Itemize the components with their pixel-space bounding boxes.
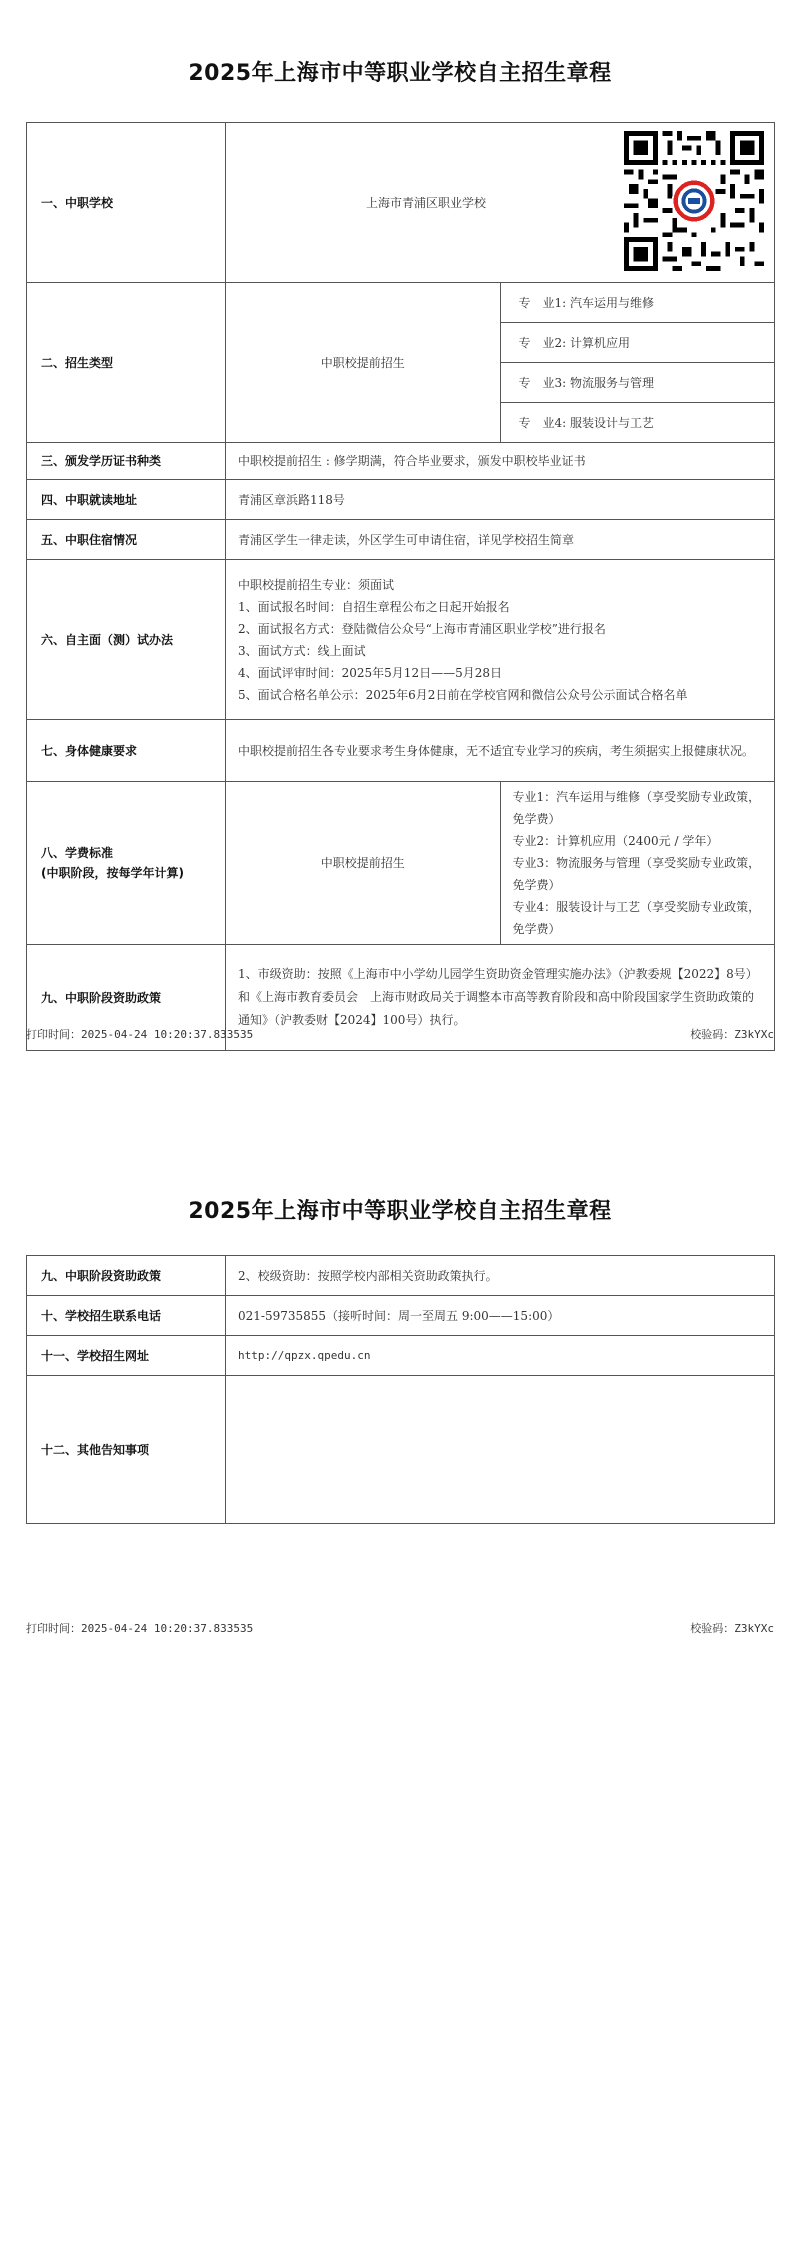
row-certificate bbox=[27, 443, 775, 480]
print-time: 打印时间：2025-04-24 10:20:37.833535 bbox=[26, 1028, 254, 1041]
interview-line: 3、面试方式：线上面试 bbox=[238, 643, 366, 658]
interview-line: 4、面试评审时间：2025年5月12日——5月28日 bbox=[238, 665, 502, 680]
major-item: 专 业4: 服装设计与工艺 bbox=[500, 403, 775, 443]
major-item: 专 业1: 汽车运用与维修 bbox=[500, 283, 775, 323]
row-label: 二、招生类型 bbox=[27, 283, 226, 443]
row-label: 十一、学校招生网址 bbox=[27, 1336, 226, 1376]
page-title: 2025年上海市中等职业学校自主招生章程 bbox=[188, 1199, 612, 1224]
health-text: 中职校提前招生各专业要求考生身体健康，无不适宜专业学习的疾病，考生须据实上报健康状况。 bbox=[226, 720, 775, 782]
school-name: 上海市青浦区职业学校 bbox=[365, 195, 486, 210]
row-school bbox=[27, 123, 775, 283]
row-label: 五、中职住宿情况 bbox=[27, 520, 226, 560]
interview-details bbox=[226, 560, 775, 720]
row-housing bbox=[27, 520, 775, 560]
certificate-text: 中职校提前招生 : 修学期满，符合毕业要求，颁发中职校毕业证书 bbox=[226, 443, 775, 480]
tuition-label: 八、学费标准 bbox=[41, 846, 114, 860]
row-website bbox=[27, 1336, 775, 1376]
row-label bbox=[27, 782, 226, 945]
check-code: 校验码：Z3kYXc bbox=[690, 1622, 774, 1635]
row-label: 三、颁发学历证书种类 bbox=[27, 443, 226, 480]
tuition-label-note: (中职阶段，按每学年计算) bbox=[41, 866, 184, 880]
aid-text: 1、市级资助：按照《上海市中小学幼儿园学生资助资金管理实施办法》（沪教委规【2022】8号）和《上海市教育委员会 上海市财政局关于调整本市高等教育阶段和高中阶段国家学生资助政策的通知》（沪教委财【2024】100号）执行。 bbox=[226, 945, 775, 1051]
interview-line: 中职校提前招生专业：须面试 bbox=[238, 577, 395, 592]
housing-text: 青浦区学生一律走读，外区学生可申请住宿，详见学校招生简章 bbox=[226, 520, 775, 560]
enrollment-type-value: 中职校提前招生 bbox=[226, 283, 501, 443]
phone-text: 021-59735855（接听时间：周一至周五 9:00——15:00） bbox=[226, 1296, 775, 1336]
row-phone bbox=[27, 1296, 775, 1336]
row-interview bbox=[27, 560, 775, 720]
row-label: 九、中职阶段资助政策 bbox=[27, 945, 226, 1051]
row-address bbox=[27, 480, 775, 520]
major-item: 专 业2: 计算机应用 bbox=[500, 323, 775, 363]
row-label: 六、自主面（测）试办法 bbox=[27, 560, 226, 720]
qr-code-icon bbox=[624, 131, 764, 271]
row-health bbox=[27, 720, 775, 782]
row-enrollment-type bbox=[27, 283, 775, 323]
check-code: 校验码：Z3kYXc bbox=[690, 1028, 774, 1041]
address-text: 青浦区章浜路118号 bbox=[226, 480, 775, 520]
print-time: 打印时间：2025-04-24 10:20:37.833535 bbox=[26, 1622, 254, 1635]
row-other bbox=[27, 1376, 775, 1524]
website-link[interactable]: http://qpzx.qpedu.cn bbox=[226, 1336, 775, 1376]
interview-line: 2、面试报名方式：登陆微信公众号“上海市青浦区职业学校”进行报名 bbox=[238, 621, 606, 636]
major-item: 专 业3: 物流服务与管理 bbox=[500, 363, 775, 403]
row-label: 一、中职学校 bbox=[27, 123, 226, 283]
page-title: 2025年上海市中等职业学校自主招生章程 bbox=[188, 61, 612, 86]
row-label: 四、中职就读地址 bbox=[27, 480, 226, 520]
row-label: 十二、其他告知事项 bbox=[27, 1376, 226, 1524]
interview-line: 5、面试合格名单公示：2025年6月2日前在学校官网和微信公众号公示面试合格名单 bbox=[238, 687, 688, 702]
row-label: 七、身体健康要求 bbox=[27, 720, 226, 782]
row-label: 九、中职阶段资助政策 bbox=[27, 1256, 226, 1296]
tuition-fees bbox=[500, 782, 775, 945]
fee-item: 专业2：计算机应用（2400元 / 学年） bbox=[512, 834, 719, 848]
admission-table bbox=[26, 122, 775, 1051]
fee-item: 专业1：汽车运用与维修（享受奖励专业政策，免学费） bbox=[512, 790, 761, 826]
row-aid bbox=[27, 1256, 775, 1296]
other-text bbox=[226, 1376, 775, 1524]
interview-line: 1、面试报名时间：自招生章程公布之日起开始报名 bbox=[238, 599, 510, 614]
row-label: 十、学校招生联系电话 bbox=[27, 1296, 226, 1336]
row-tuition bbox=[27, 782, 775, 945]
aid-text: 2、校级资助：按照学校内部相关资助政策执行。 bbox=[226, 1256, 775, 1296]
fee-item: 专业3：物流服务与管理（享受奖励专业政策，免学费） bbox=[512, 856, 761, 892]
tuition-type: 中职校提前招生 bbox=[226, 782, 501, 945]
fee-item: 专业4：服装设计与工艺（享受奖励专业政策，免学费） bbox=[512, 900, 761, 936]
admission-table bbox=[26, 1255, 775, 1524]
